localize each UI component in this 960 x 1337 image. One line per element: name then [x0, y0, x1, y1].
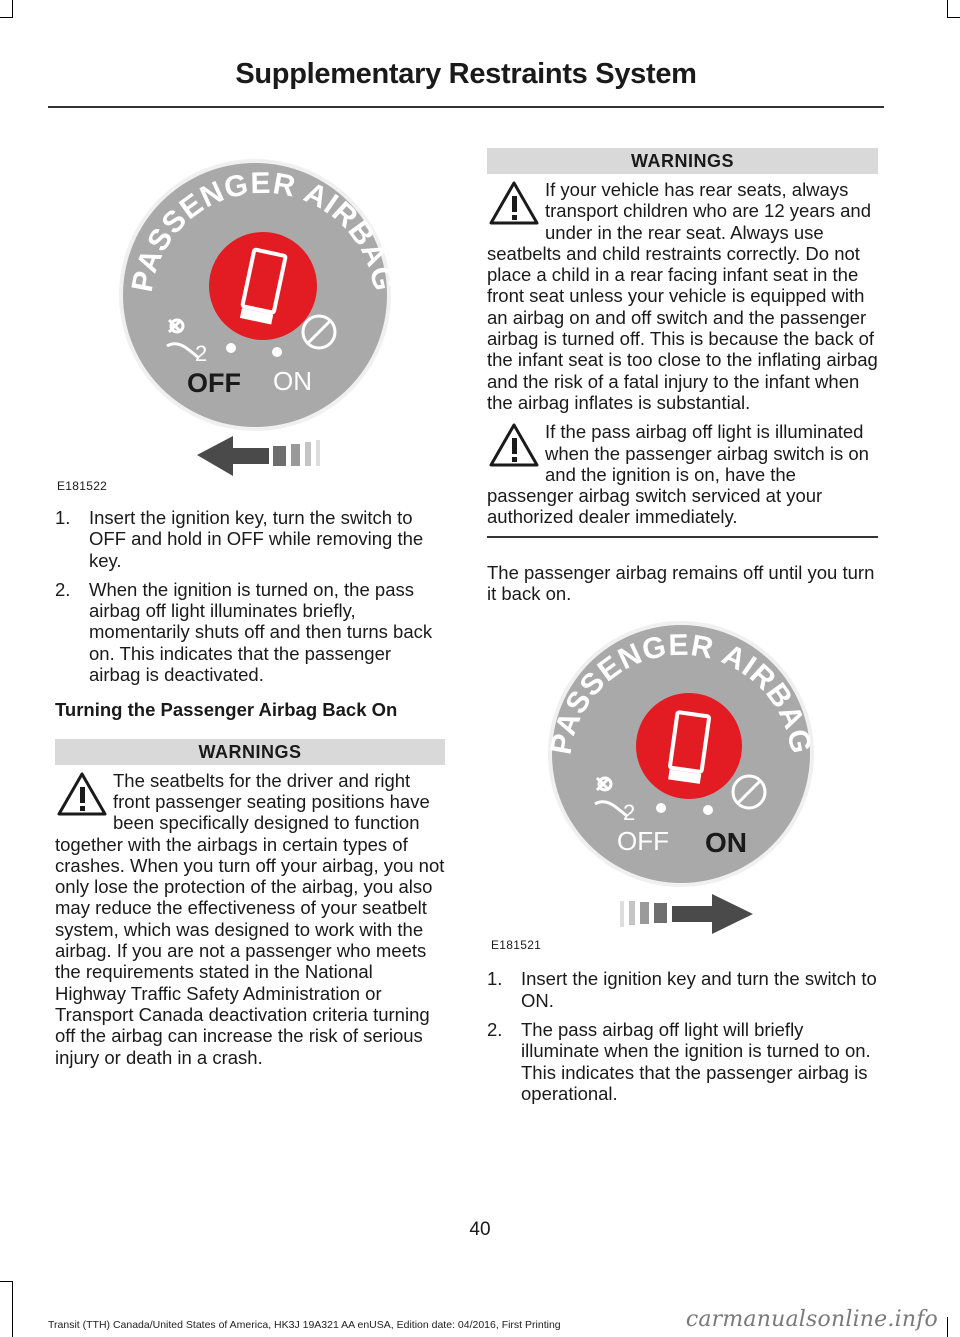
indicator-dot	[226, 343, 236, 353]
warning-text: The seatbelts for the driver and right front passenger seating positions have been specifically designed to function together with the airbags in certain types of crashes. When you turn off your airbag, you not only lose the protection of the airbag, you also may reduce the effectiveness of your seatbelt system, which was designed to work with the airbag. If you are not a passenger who meets the requirements stated in the National Highway Traffic Safety Administration or Transport Canada deactivation criteria turning off the airbag can increase the risk of serious injury or death in a crash.	[55, 769, 445, 1068]
seat-number: 2	[195, 341, 208, 366]
warning-triangle-icon	[487, 421, 545, 481]
list-item	[55, 507, 445, 571]
footer-edition-text: Transit (TTH) Canada/United States of America, HK3J 19A321 AA enUSA, Edition date: 04/2016, First Printing	[48, 1319, 561, 1331]
body-paragraph: The passenger airbag remains off until you turn it back on.	[487, 561, 875, 605]
crop-mark	[0, 17, 13, 18]
warnings-box	[487, 148, 878, 538]
warning-triangle-icon	[55, 770, 113, 830]
airbag-switch-on-illustration	[487, 614, 878, 954]
step-number: 2.	[487, 1018, 503, 1040]
step-text: The pass airbag off light will briefly illuminate when the ignition is turned to on. This indicates that the passenger airbag is operational.	[521, 1018, 871, 1104]
section-heading: Turning the Passenger Airbag Back On	[55, 699, 398, 721]
step-text: Insert the ignition key and turn the switch to ON.	[521, 968, 877, 1011]
figure-code: E181522	[57, 479, 108, 493]
warnings-title: WARNINGS	[55, 739, 445, 765]
red-switch-slot	[636, 693, 742, 799]
figure-airbag-switch-off	[55, 140, 445, 495]
steps-turn-on-list	[487, 968, 878, 1104]
page-number: 40	[469, 1219, 491, 1240]
figure-code: E181521	[491, 938, 542, 953]
warning-text: If your vehicle has rear seats, always transport children who are 12 years and under in the rear seat. Always use seatbelts and child restraints correctly. Do not place a child in a rear facing infant seat in the front seat unless your vehicle is equipped with an airbag on and off switch and the passenger airbag is turned off. This is because the back of the infant seat is too close to the inflating airbag and the risk of a fatal injury to the infant when the airbag inflates is substantial.	[487, 179, 878, 413]
indicator-dot	[656, 803, 666, 813]
step-text: Insert the ignition key, turn the switch to OFF and hold in OFF while removing the key.	[89, 507, 424, 571]
crop-mark	[947, 1317, 948, 1337]
page-title: Supplementary Restraints System	[235, 58, 697, 90]
step-number: 1.	[487, 968, 503, 990]
off-label: OFF	[617, 826, 669, 857]
arrow-left-icon	[197, 436, 320, 476]
off-label: OFF	[187, 368, 241, 398]
red-switch-slot	[209, 232, 317, 340]
warning-item	[55, 770, 445, 1068]
step-number: 1.	[55, 507, 71, 528]
arrow-right-icon	[620, 894, 753, 934]
indicator-dot	[272, 347, 282, 357]
crop-mark	[947, 17, 960, 18]
warning-item	[487, 421, 878, 527]
left-column	[55, 140, 445, 1082]
header-divider	[48, 106, 884, 108]
crop-mark	[0, 1281, 13, 1282]
watermark: carmanualsonline.info	[685, 1307, 938, 1332]
list-item	[487, 968, 878, 1011]
step-text: When the ignition is turned on, the pass airbag off light illuminates briefly, momentarily shuts off and then turns back on. This indicates that the passenger airbag is deactivated.	[89, 578, 433, 686]
step-number: 2.	[55, 578, 71, 600]
crop-mark	[947, 0, 948, 17]
on-label: ON	[705, 827, 747, 859]
steps-turn-off-list	[55, 507, 445, 685]
warnings-title: WARNINGS	[487, 148, 878, 174]
seat-number: 2	[623, 800, 636, 826]
figure-airbag-switch-on	[487, 614, 878, 954]
warnings-box	[55, 739, 445, 1068]
crop-mark	[12, 0, 13, 17]
airbag-switch-off-illustration	[55, 140, 445, 495]
list-item	[487, 1019, 878, 1104]
dial-ring-text: PASSENGER AIRBAG	[544, 629, 818, 758]
crop-mark	[12, 1282, 13, 1337]
right-column	[487, 148, 878, 1112]
on-label: ON	[273, 366, 312, 396]
list-item	[55, 579, 445, 685]
dial-ring-text: PASSENGER AIRBAG	[125, 166, 401, 295]
indicator-dot	[703, 805, 713, 815]
warning-text: If the pass airbag off light is illuminated when the passenger airbag switch is on and the ignition is on, have the passenger airbag switch serviced at your authorized dealer immediately.	[487, 421, 869, 528]
warning-item	[487, 179, 878, 413]
warning-triangle-icon	[487, 179, 545, 239]
warnings-divider	[487, 536, 878, 538]
